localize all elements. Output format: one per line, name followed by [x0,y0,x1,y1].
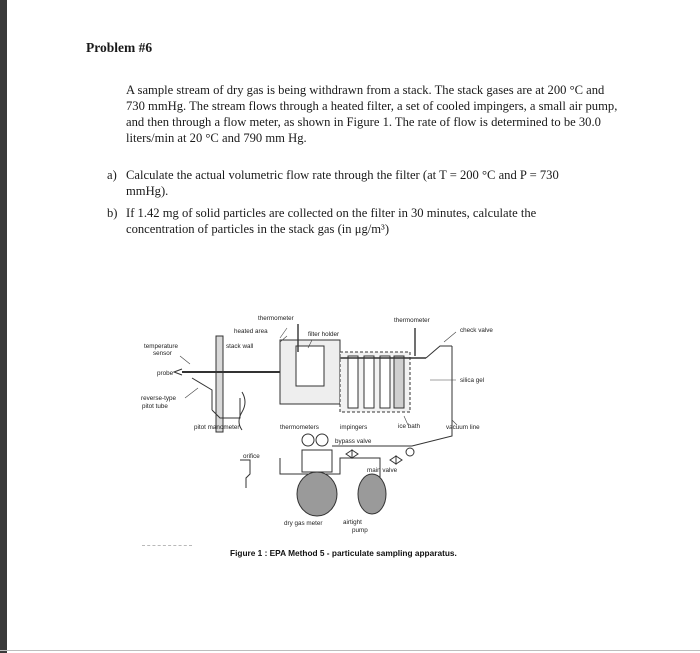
label-airtight-pump-2: pump [352,527,368,534]
check-valve-line [426,346,452,358]
pitot-tube-shape [192,378,212,410]
label-thermometer-left: thermometer [258,315,294,322]
impinger-silica [394,356,404,408]
label-impingers: impingers [340,424,368,431]
sampling-apparatus-figure [130,312,530,542]
label-silica-gel: silica gel [460,377,485,384]
figure-caption: Figure 1 : EPA Method 5 - particulate sampling apparatus. [230,548,457,558]
bypass-valve-shape [346,450,358,458]
label-main-valve: main valve [367,467,398,474]
question-a-label: a) [107,168,117,182]
left-edge-border [0,0,7,653]
impinger-2 [364,356,374,408]
label-check-valve: check valve [460,327,493,334]
label-thermometer-right: thermometer [394,317,430,324]
label-stack-wall: stack wall [226,343,254,350]
impinger-3 [380,356,390,408]
flow-meter-box [302,450,332,472]
label-vacuum-line: vacuum line [446,424,480,431]
impinger-1 [348,356,358,408]
label-temperature-sensor-1: temperature [144,343,178,350]
thermometer-dial-1 [302,434,314,446]
figure-dash-mark [142,545,192,546]
label-reverse-pitot-1: reverse-type [141,395,176,402]
question-b-text: If 1.42 mg of solid particles are collected on the filter in 30 minutes, calculate the concentration of particles in the stack gas (in μg/m³) [126,206,537,236]
bottom-divider [0,650,700,651]
orifice-shape [240,460,250,488]
label-reverse-pitot-2: pitot tube [142,403,168,410]
label-thermometers: thermometers [280,424,319,431]
filter-holder-shape [296,346,324,386]
question-b-label: b) [107,206,118,220]
question-a-text: Calculate the actual volumetric flow rate through the filter (at T = 200 °C and P = 730 mmHg). [126,168,559,198]
apparatus-drawing [174,324,452,516]
label-filter-holder: filter holder [308,331,340,338]
label-ice-bath: ice bath [398,423,421,430]
label-pitot-manometer: pitot manometer [194,424,240,431]
airtight-pump-shape [358,474,386,514]
label-dry-gas-meter: dry gas meter [284,520,323,527]
problem-statement: A sample stream of dry gas is being withdrawn from a stack. The stack gases are at 200 °C and 730 mmHg. The stream flows through a heated filter, a set of cooled impingers, a small air pump, and then through a flow meter, as shown in Figure 1. The rate of flow is determined to be 30.0 liters/min at 20 °C and 790 mm Hg. [126,83,618,145]
dry-gas-meter-shape [297,472,337,516]
label-orifice: orifice [243,453,260,460]
label-bypass-valve: bypass valve [335,438,372,445]
label-airtight-pump-1: airtight [343,519,362,526]
probe-nozzle [174,369,182,375]
main-valve-knob [406,448,414,456]
thermometer-dial-2 [316,434,328,446]
apparatus-diagram [130,312,530,542]
label-probe: probe [157,370,174,377]
label-heated-area: heated area [234,328,268,335]
problem-title: Problem #6 [86,40,153,55]
label-temperature-sensor-2: sensor [153,350,172,357]
main-valve-shape [390,456,402,464]
